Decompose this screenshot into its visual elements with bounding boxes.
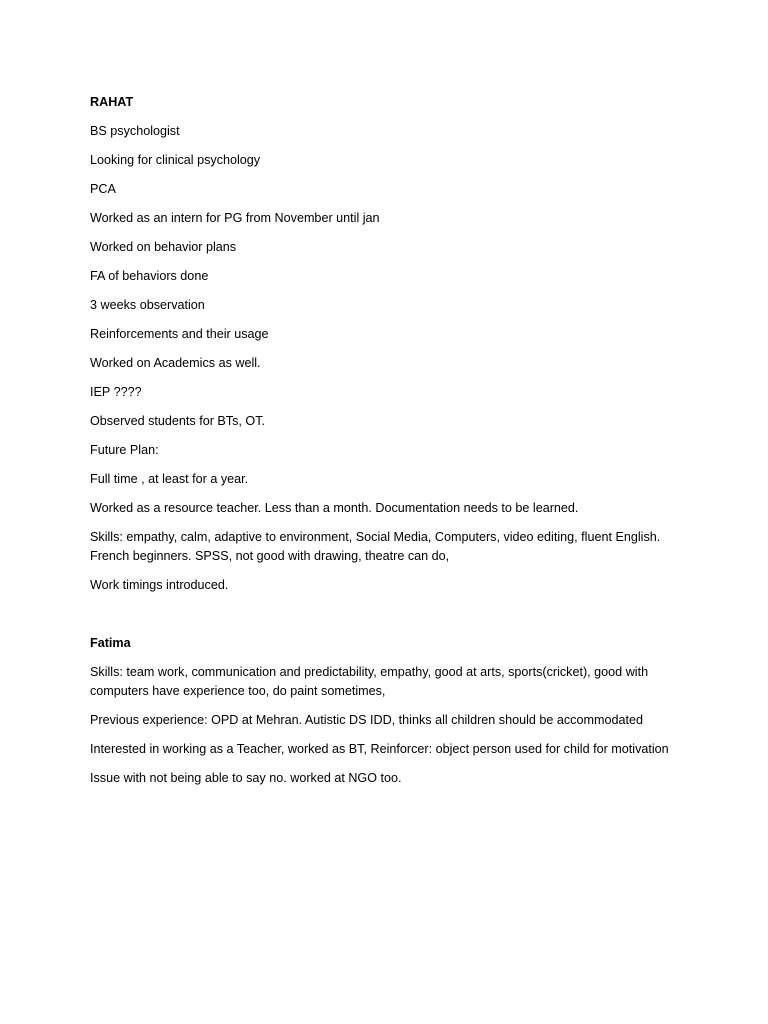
rahat-line: Looking for clinical psychology	[90, 153, 261, 167]
section-heading-rahat: RAHAT	[90, 95, 134, 109]
rahat-line: Future Plan:	[90, 443, 159, 457]
fatima-skills-line: Skills: team work, communication and predictability, empathy, good at arts, sports(cricket), good with computers have experience too, do paint sometimes,	[90, 665, 649, 698]
document-body	[90, 93, 690, 798]
rahat-line: Full time , at least for a year.	[90, 472, 249, 486]
rahat-line: PCA	[90, 182, 116, 196]
rahat-line: BS psychologist	[90, 124, 180, 138]
fatima-line: Interested in working as a Teacher, worked as BT, Reinforcer: object person used for child for motivation	[90, 742, 669, 756]
rahat-line: Observed students for BTs, OT.	[90, 414, 265, 428]
rahat-line: 3 weeks observation	[90, 298, 205, 312]
fatima-line: Issue with not being able to say no. worked at NGO too.	[90, 771, 402, 785]
rahat-line: Worked on Academics as well.	[90, 356, 261, 370]
rahat-line: Work timings introduced.	[90, 578, 229, 592]
rahat-line: Worked as an intern for PG from November until jan	[90, 211, 380, 225]
rahat-line: Worked as a resource teacher. Less than a month. Documentation needs to be learned.	[90, 501, 579, 515]
rahat-line: IEP ????	[90, 385, 142, 399]
rahat-skills-line: Skills: empathy, calm, adaptive to environment, Social Media, Computers, video editing, fluent English. French beginners. SPSS, not good with drawing, theatre can do,	[90, 530, 661, 563]
section-gap	[90, 605, 690, 634]
fatima-line: Previous experience: OPD at Mehran. Autistic DS IDD, thinks all children should be accommodated	[90, 713, 643, 727]
rahat-line: Worked on behavior plans	[90, 240, 237, 254]
section-heading-fatima: Fatima	[90, 636, 131, 650]
rahat-line: FA of behaviors done	[90, 269, 209, 283]
rahat-line: Reinforcements and their usage	[90, 327, 269, 341]
